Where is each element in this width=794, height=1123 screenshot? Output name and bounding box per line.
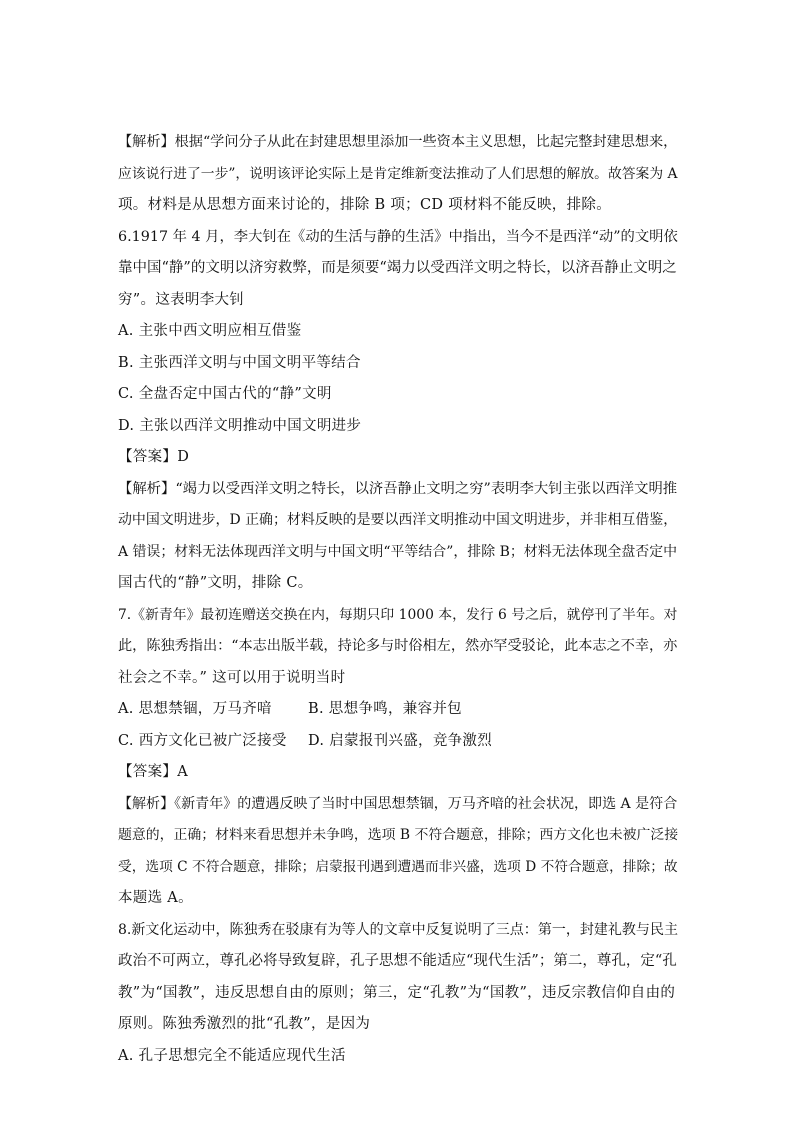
question-7-options-row-1 xyxy=(118,694,678,726)
question-7-option-c: C. 西方文化已被广泛接受 xyxy=(118,732,287,749)
question-8-line-1: 8.新文化运动中，陈独秀在驳康有为等人的文章中反复说明了三点：第一，封建礼教与民主 xyxy=(118,921,678,938)
analysis-q7-line-3: 受，选项 C 不符合题意，排除；启蒙报刊遇到遭遇而非兴盛，选项 D 不符合题意，排除；故 xyxy=(118,858,678,875)
question-6-option-d: D. 主张以西洋文明推动中国文明进步 xyxy=(118,417,362,434)
answer-q6: 【答案】D xyxy=(118,449,190,465)
question-6-line-1: 6.1917 年 4 月，李大钊在《动的生活与静的生活》中指出，当今不是西洋“动”的文明依 xyxy=(118,228,678,245)
analysis-q5-line-2: 应该说行进了一步”，说明该评论实际上是肯定维新变法推动了人们思想的解放。故答案为 A xyxy=(118,165,678,182)
question-6-option-a: A. 主张中西文明应相互借鉴 xyxy=(118,323,302,339)
question-7-option-d: D. 启蒙报刊兴盛，竞争激烈 xyxy=(308,732,493,749)
question-7-option-a: A. 思想禁锢，万马齐喑 xyxy=(118,701,272,717)
question-7-line-1: 7.《新青年》最初连赠送交换在内，每期只印 1000 本，发行 6 号之后，就停刊了半年。对 xyxy=(118,606,678,623)
analysis-q7-line-1: 【解析】《新青年》的遭遇反映了当时中国思想禁锢，万马齐喑的社会状况，即选 A 是符合 xyxy=(118,795,678,812)
question-7-line-3: 社会之不幸。” 这可以用于说明当时 xyxy=(118,669,346,686)
question-6-option-b: B. 主张西洋文明与中国文明平等结合 xyxy=(118,354,361,371)
analysis-q7-line-4: 本题选 A。 xyxy=(118,890,193,906)
question-7-line-2: 此，陈独秀指出：“本志出版半载，持论多与时俗相左，然亦罕受驳论，此本志之不幸，亦 xyxy=(118,638,678,654)
question-8-line-4: 原则。陈独秀激烈的批“孔教”，是因为 xyxy=(118,1016,371,1032)
analysis-q6-line-3: A 错误；材料无法体现西洋文明与中国文明“平等结合”，排除 B；材料无法体现全盘否定中 xyxy=(118,543,678,560)
question-6-line-2: 靠中国“静”的文明以济穷救弊，而是须要“竭力以受西洋文明之特长，以济吾静止文明之 xyxy=(118,260,677,276)
analysis-q6-line-2: 动中国文明进步，D 正确；材料反映的是要以西洋文明推动中国文明进步，并非相互借鉴， xyxy=(118,512,678,528)
question-6-option-c: C. 全盘否定中国古代的“静”文明 xyxy=(118,386,332,402)
document-body xyxy=(118,127,678,1072)
question-7-option-b: B. 思想争鸣，兼容并包 xyxy=(308,701,462,717)
analysis-q5-line-1: 【解析】根据“学问分子从此在封建思想里添加一些资本主义思想，比起完整封建思想来， xyxy=(118,134,678,150)
question-8-option-a: A. 孔子思想完全不能适应现代生活 xyxy=(118,1047,346,1064)
question-8-line-2: 政治不可两立，尊孔必将导致复辟，孔子思想不能适应“现代生活”；第二，尊孔，定“孔 xyxy=(118,953,677,969)
analysis-q6-line-1: 【解析】“竭力以受西洋文明之特长，以济吾静止文明之穷”表明李大钊主张以西洋文明推 xyxy=(118,480,678,497)
question-8-line-3: 教”为“国教”，违反思想自由的原则；第三，定“孔教”为“国教”，违反宗教信仰自由的 xyxy=(118,984,676,1001)
question-7-options-row-2 xyxy=(118,726,678,758)
analysis-q7-line-2: 题意的，正确；材料来看思想并未争鸣，选项 B 不符合题意，排除；西方文化也未被广泛接 xyxy=(118,827,679,843)
question-6-line-3: 穷”。这表明李大钊 xyxy=(118,291,245,308)
analysis-q6-line-4: 国古代的“静”文明，排除 C。 xyxy=(118,575,313,591)
answer-q7: 【答案】A xyxy=(118,764,188,780)
analysis-q5-line-3: 项。材料是从思想方面来讨论的，排除 B 项；CD 项材料不能反映，排除。 xyxy=(118,197,611,213)
